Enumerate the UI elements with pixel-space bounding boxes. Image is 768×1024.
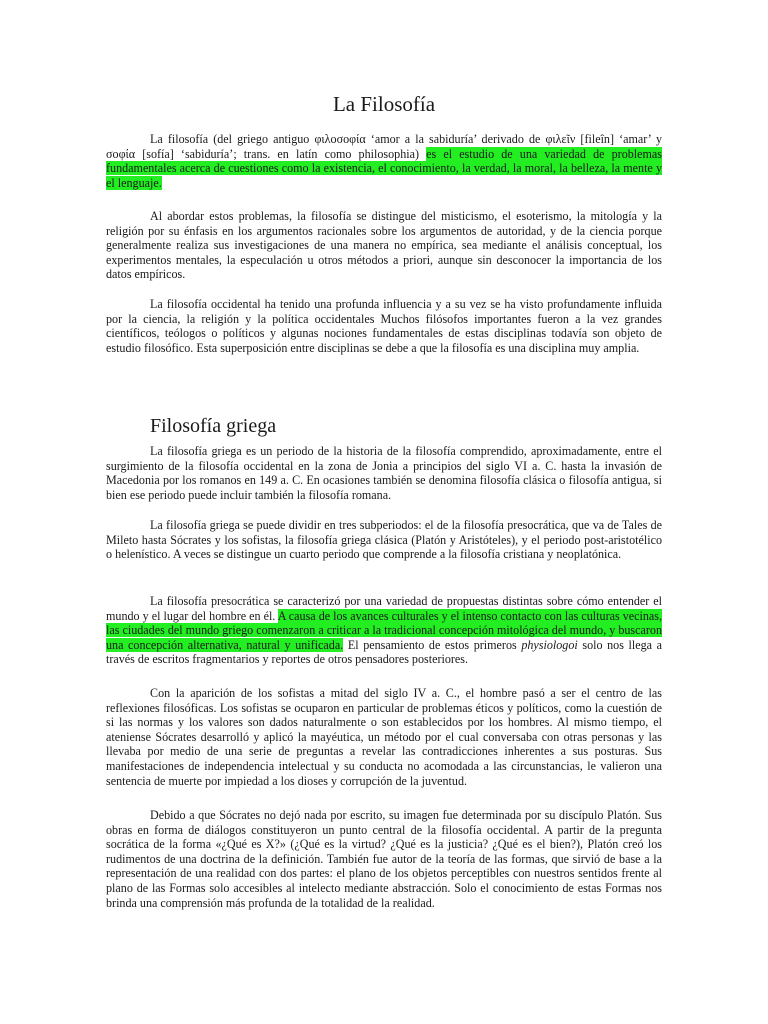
section-p3-after: El pensamiento de estos primeros	[347, 637, 517, 652]
section-p3-italic: physiologoi	[521, 637, 578, 652]
section-paragraph-5	[106, 808, 662, 910]
section-p5-text: Debido a que Sócrates no dejó nada por escrito, su imagen fue determinada por su discípulo Platón. Sus obras en forma de diálogos constituyeron un punto central de la filosofía occidental. A partir de la pregunta socrática de la forma «¿Qué es X?» (¿Qué es la virtud? ¿Qué es la justicia? ¿Qué es el bien?), Platón creó los rudimentos de una doctrina de la definición. También fue autor de la teoría de las formas, que sirvió de base a la representación de una realidad con dos partes: el plano de los objetos perceptibles con nuestros sentidos frente al plano de las Formas solo accesibles al intelecto mediante abstracción. Solo el conocimiento de estas Formas nos brinda una comprensión más profunda de la totalidad de la realidad.	[106, 808, 662, 910]
intro-p1-text: La filosofía (del griego antiguo φιλοσοφία ‘amor a la sabiduría’ derivado de φιλεῖν [fileîn] ‘amar’ y σοφία [sofía] ‘sabiduría’; trans. en latín como philosophia)	[106, 132, 662, 161]
intro-paragraph-1	[106, 132, 662, 190]
intro-p3-text: La filosofía occidental ha tenido una profunda influencia y a su vez se ha visto profundamente influida por la ciencia, la religión y la política occidentales Muchos filósofos importantes fueron a la vez grandes científicos, teólogos o políticos y algunas nociones fundamentales de estas disciplinas todavía son objeto de estudio filosófico. Esta superposición entre disciplinas se debe a que la filosofía es una disciplina muy amplia.	[106, 297, 662, 355]
intro-p2-text: Al abordar estos problemas, la filosofía se distingue del misticismo, el esoterismo, la mitología y la religión por su énfasis en los argumentos racionales sobre los argumentos de autoridad, y de la ciencia porque generalmente realiza sus investigaciones de una manera no empírica, sea mediante el análisis conceptual, los experimentos mentales, la especulación u otros métodos a priori, aunque sin desconocer la importancia de los datos empíricos.	[106, 209, 662, 282]
section-p4-text: Con la aparición de los sofistas a mitad del siglo IV a. C., el hombre pasó a ser el centro de las reflexiones filosóficas. Los sofistas se ocuparon en particular de problemas éticos y políticos, como la cuestión de si las normas y los valores son dados naturalmente o son establecidos por los hombres. Al mismo tiempo, el ateniense Sócrates desarrolló y aplicó la mayéutica, un método por el cual conversaba con otras personas y las llevaba por medio de una serie de preguntas a revelar las contradicciones inherentes a sus posturas. Sus manifestaciones de independencia intelectual y su conducta no acomodada a las circunstancias, le valieron una sentencia de muerte por impiedad a los dioses y corrupción de la juventud.	[106, 686, 662, 788]
section-p3-text: La filosofía presocrática se caracterizó por una variedad de propuestas distintas sobre cómo entender el mundo y el lugar del hombre en él.	[106, 594, 662, 623]
intro-paragraph-2	[106, 209, 662, 282]
section-p2-text: La filosofía griega se puede dividir en tres subperiodos: el de la filosofía presocrática, que va de Tales de Mileto hasta Sócrates y los sofistas, la filosofía griega clásica (Platón y Aristóteles), y el periodo post-aristotélico o helenístico. A veces se distingue un cuarto periodo que comprende a la filosofía cristiana y neoplatónica.	[106, 518, 662, 562]
section-heading: Filosofía griega	[150, 415, 277, 437]
section-paragraph-4	[106, 686, 662, 788]
section-p1-text: La filosofía griega es un periodo de la historia de la filosofía comprendido, aproximadamente, entre el surgimiento de la filosofía occidental en la zona de Jonia a principios del siglo VI a. C. hasta la invasión de Macedonia por los romanos en 149 a. C. En ocasiones también se denomina filosofía clásica o filosofía antigua, si bien ese periodo puede incluir también la filosofía romana.	[106, 444, 662, 502]
intro-paragraph-3	[106, 297, 662, 355]
document-title: La Filosofía	[332, 92, 436, 116]
intro-p1-highlight: es el estudio de una variedad de problemas fundamentales acerca de cuestiones como la existencia, el conocimiento, la verdad, la moral, la belleza, la mente y el lenguaje.	[106, 146, 662, 190]
section-paragraph-1	[106, 444, 662, 502]
section-p3-end: solo nos llega a través de escritos fragmentarios y reportes de otros pensadores posteriores.	[106, 637, 663, 667]
section-paragraph-2	[106, 518, 662, 562]
section-p3-highlight: A causa de los avances culturales y el intenso contacto con las culturas vecinas, las ciudades del mundo griego comenzaron a criticar a la tradicional concepción mitológica del mundo, y buscaron una concepción alternativa, natural y unificada.	[106, 608, 662, 652]
section-paragraph-3	[106, 594, 662, 667]
